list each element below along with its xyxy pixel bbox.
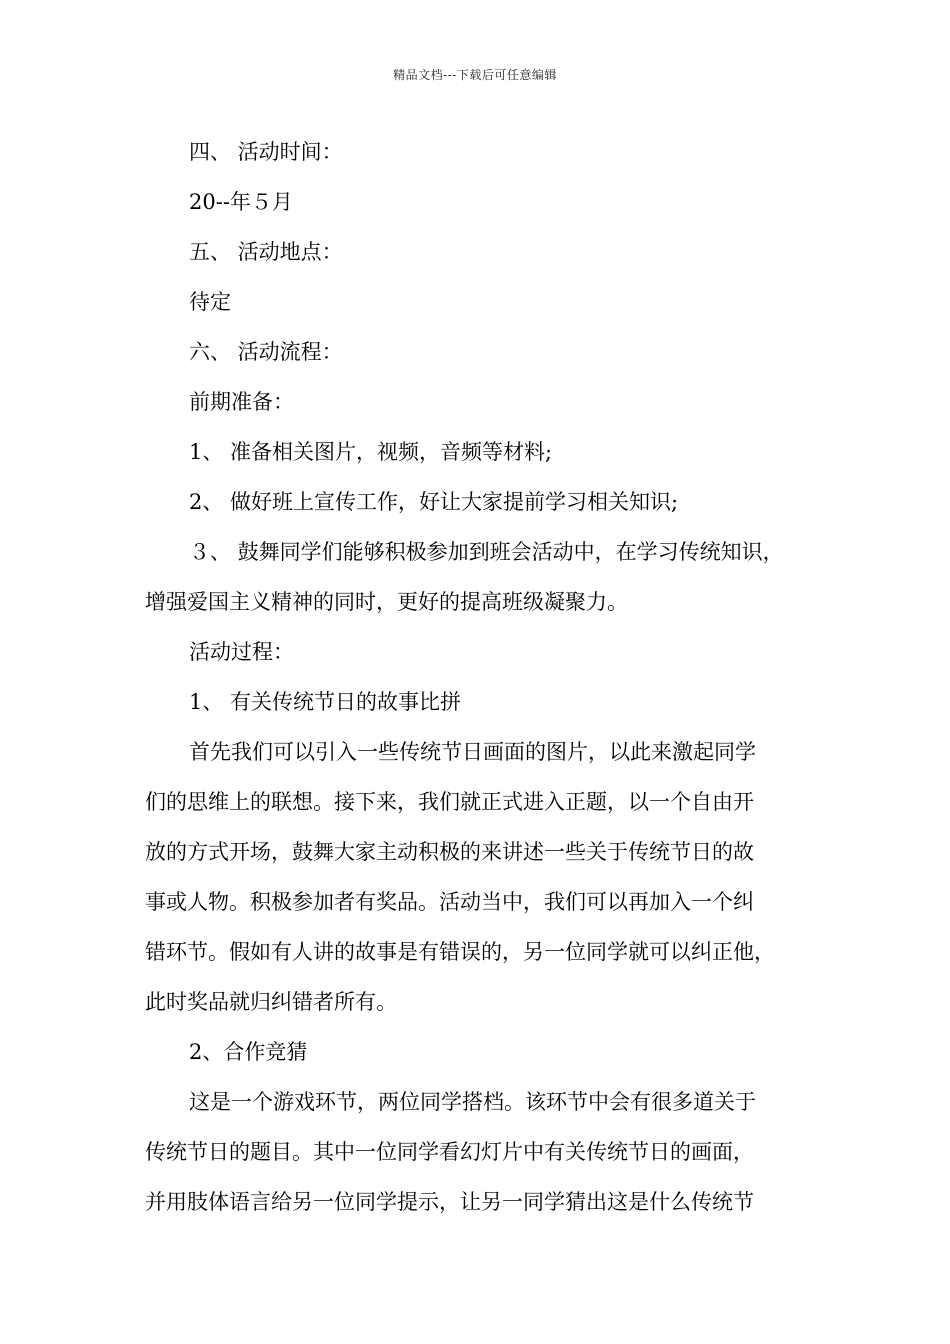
step-2-paragraph-line-1: 这是一个游戏环节，两位同学搭档。该环节中会有很多道关于 (189, 1090, 756, 1114)
activity-time-value: 20--年５月 (189, 190, 293, 214)
subheading-preparation: 前期准备： (189, 390, 294, 414)
prep-item-1: 1、 准备相关图片，视频，音频等材料; (189, 440, 553, 464)
prep-item-3-line-1: ３、 鼓舞同学们能够积极参加到班会活动中，在学习传统知识， (189, 540, 784, 564)
heading-activity-process: 六、 活动流程： (189, 340, 343, 364)
step-1-paragraph-line-1: 首先我们可以引入一些传统节日画面的图片，以此来激起同学 (189, 740, 756, 764)
page-header: 精品文档---下载后可任意编辑 (393, 68, 557, 82)
prep-item-2: 2、 做好班上宣传工作，好让大家提前学习相关知识; (189, 490, 679, 514)
step-1-paragraph-line-4: 事或人物。积极参加者有奖品。活动当中，我们可以再加入一个纠 (145, 890, 754, 914)
heading-activity-location: 五、 活动地点： (189, 240, 343, 264)
step-1-paragraph-line-3: 放的方式开场，鼓舞大家主动积极的来讲述一些关于传统节日的故 (145, 840, 754, 864)
step-1-paragraph-line-6: 此时奖品就归纠错者所有。 (145, 990, 397, 1014)
step-1-title: 1、 有关传统节日的故事比拼 (189, 690, 462, 714)
step-1-paragraph-line-5: 错环节。假如有人讲的故事是有错误的，另一位同学就可以纠正他， (145, 940, 775, 964)
heading-activity-time: 四、 活动时间： (189, 140, 343, 164)
prep-item-3-line-2: 增强爱国主义精神的同时，更好的提高班级凝聚力。 (145, 590, 628, 614)
step-2-title: 2、合作竞猜 (189, 1040, 308, 1064)
step-1-paragraph-line-2: 们的思维上的联想。接下来，我们就正式进入正题，以一个自由开 (145, 790, 754, 814)
step-2-paragraph-line-2: 传统节日的题目。其中一位同学看幻灯片中有关传统节日的画面， (145, 1140, 754, 1164)
step-2-paragraph-line-3: 并用肢体语言给另一位同学提示，让另一同学猜出这是什么传统节 (145, 1190, 754, 1214)
subheading-activity-steps: 活动过程： (189, 640, 294, 664)
activity-location-value: 待定 (189, 290, 231, 314)
